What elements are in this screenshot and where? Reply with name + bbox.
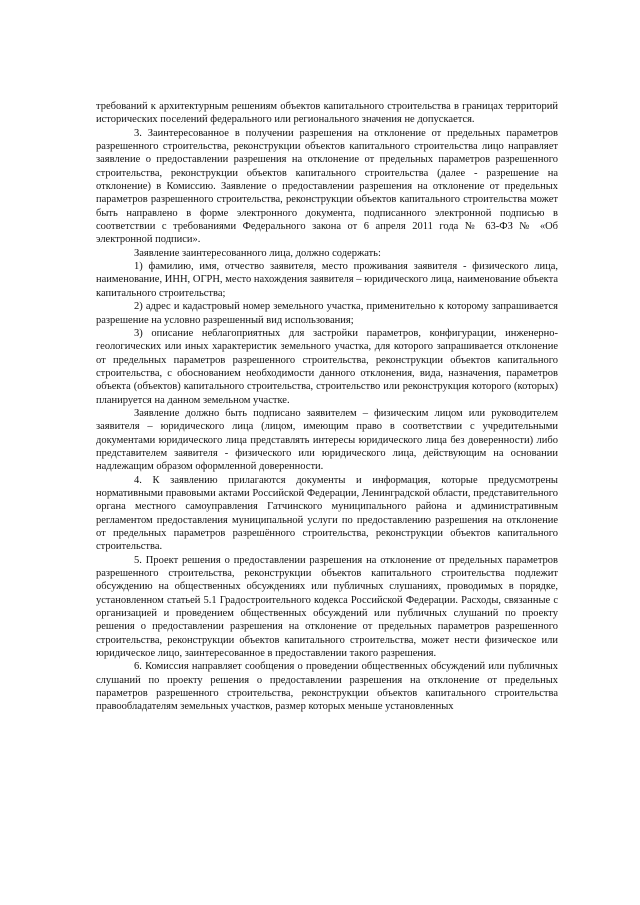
paragraph-item-4: 4. К заявлению прилагаются документы и информация, которые предусмотрены нормативными правовыми актами Российской Федерации, Ленинградской области, представительного органа местного самоуправления Гатчинского муниципального района и административным регламентом предоставления муниципальной услуги по предоставлению разрешения на отклонение от предельных параметров разрешённого строительства, реконструкции объектов капитального строительства.: [96, 474, 558, 553]
paragraph-subitem-2: 2) адрес и кадастровый номер земельного участка, применительно к которому запрашивается разрешение на условно разрешенный вид использования;: [96, 301, 558, 326]
paragraph-item-5: 5. Проект решения о предоставлении разрешения на отклонение от предельных параметров разрешенного строительства, реконструкции объектов капитального строительства подлежит обсуждению на общественных обсуждениях или публичных слушаниях, проводимых в порядке, установленном статьей 5.1 Градостроительного кодекса Российской Федерации. Расходы, связанные с организацией и проведением общественных обсуждений или публичных слушаний по проекту решения о предоставлении разрешения на отклонение от предельных параметров разрешенного строительства, реконструкции объектов капитального строительства, может нести физическое или юридическое лицо, заинтересованное в предоставлении такого разрешения.: [96, 554, 558, 660]
paragraph-application-contents: Заявление заинтересованного лица, должно содержать:: [134, 247, 381, 259]
paragraph-continuation: требований к архитектурным решениям объектов капитального строительства в границах территорий исторических поселений федерального или регионального значения не допускается.: [96, 101, 558, 126]
paragraph-signature-requirement: Заявление должно быть подписано заявителем – физическим лицом или руководителем заявителя – юридического лица (лицом, имеющим право в соответствии с учредительными документами юридического лица представлять интересы юридического лица без доверенности) либо представителем заявителя - физического или юридического лица, действующим на основании надлежащим образом оформленной доверенности.: [96, 407, 558, 473]
paragraph-subitem-1: 1) фамилию, имя, отчество заявителя, место проживания заявителя - физического лица, наименование, ИНН, ОГРН, место нахождения заявителя – юридического лица, наименование объекта капитального строительства;: [96, 261, 558, 299]
paragraph-item-3: 3. Заинтересованное в получении разрешения на отклонение от предельных параметров разрешенного строительства, реконструкции объектов капитального строительства лицо направляет заявление о предоставлении разрешения на отклонение от предельных параметров разрешенного строительства, реконструкции объектов капитального строительства (далее - разрешение на отклонение) в Комиссию. Заявление о предоставлении разрешения на отклонение от предельных параметров разрешенного строительства, реконструкции объектов капитального строительства может быть направлено в форме электронного документа, подписанного электронной подписью в соответствии с требованиями Федерального закона от 6 апреля 2011 года № 63-ФЗ № «Об электронной подписи».: [96, 127, 558, 246]
paragraph-subitem-3: 3) описание неблагоприятных для застройки параметров, конфигурации, инженерно-геологических или иных характеристик земельного участка, для которого запрашивается отклонение от предельных параметров разрешенного строительства, реконструкции объектов капитального строительства, с обоснованием необходимости данного отклонения, вида, назначения, параметров объекта (объектов) капитального строительства, строительство или реконструкция которого (которых) планируется на данном земельном участке.: [96, 327, 558, 406]
paragraph-item-6: 6. Комиссия направляет сообщения о проведении общественных обсуждений или публичных слушаний по проекту решения о предоставлении разрешения на отклонение от предельных параметров разрешенного строительства, реконструкции объектов капитального строительства правообладателям земельных участков, размер которых меньше установленных: [96, 661, 558, 713]
document-page: [96, 100, 558, 714]
